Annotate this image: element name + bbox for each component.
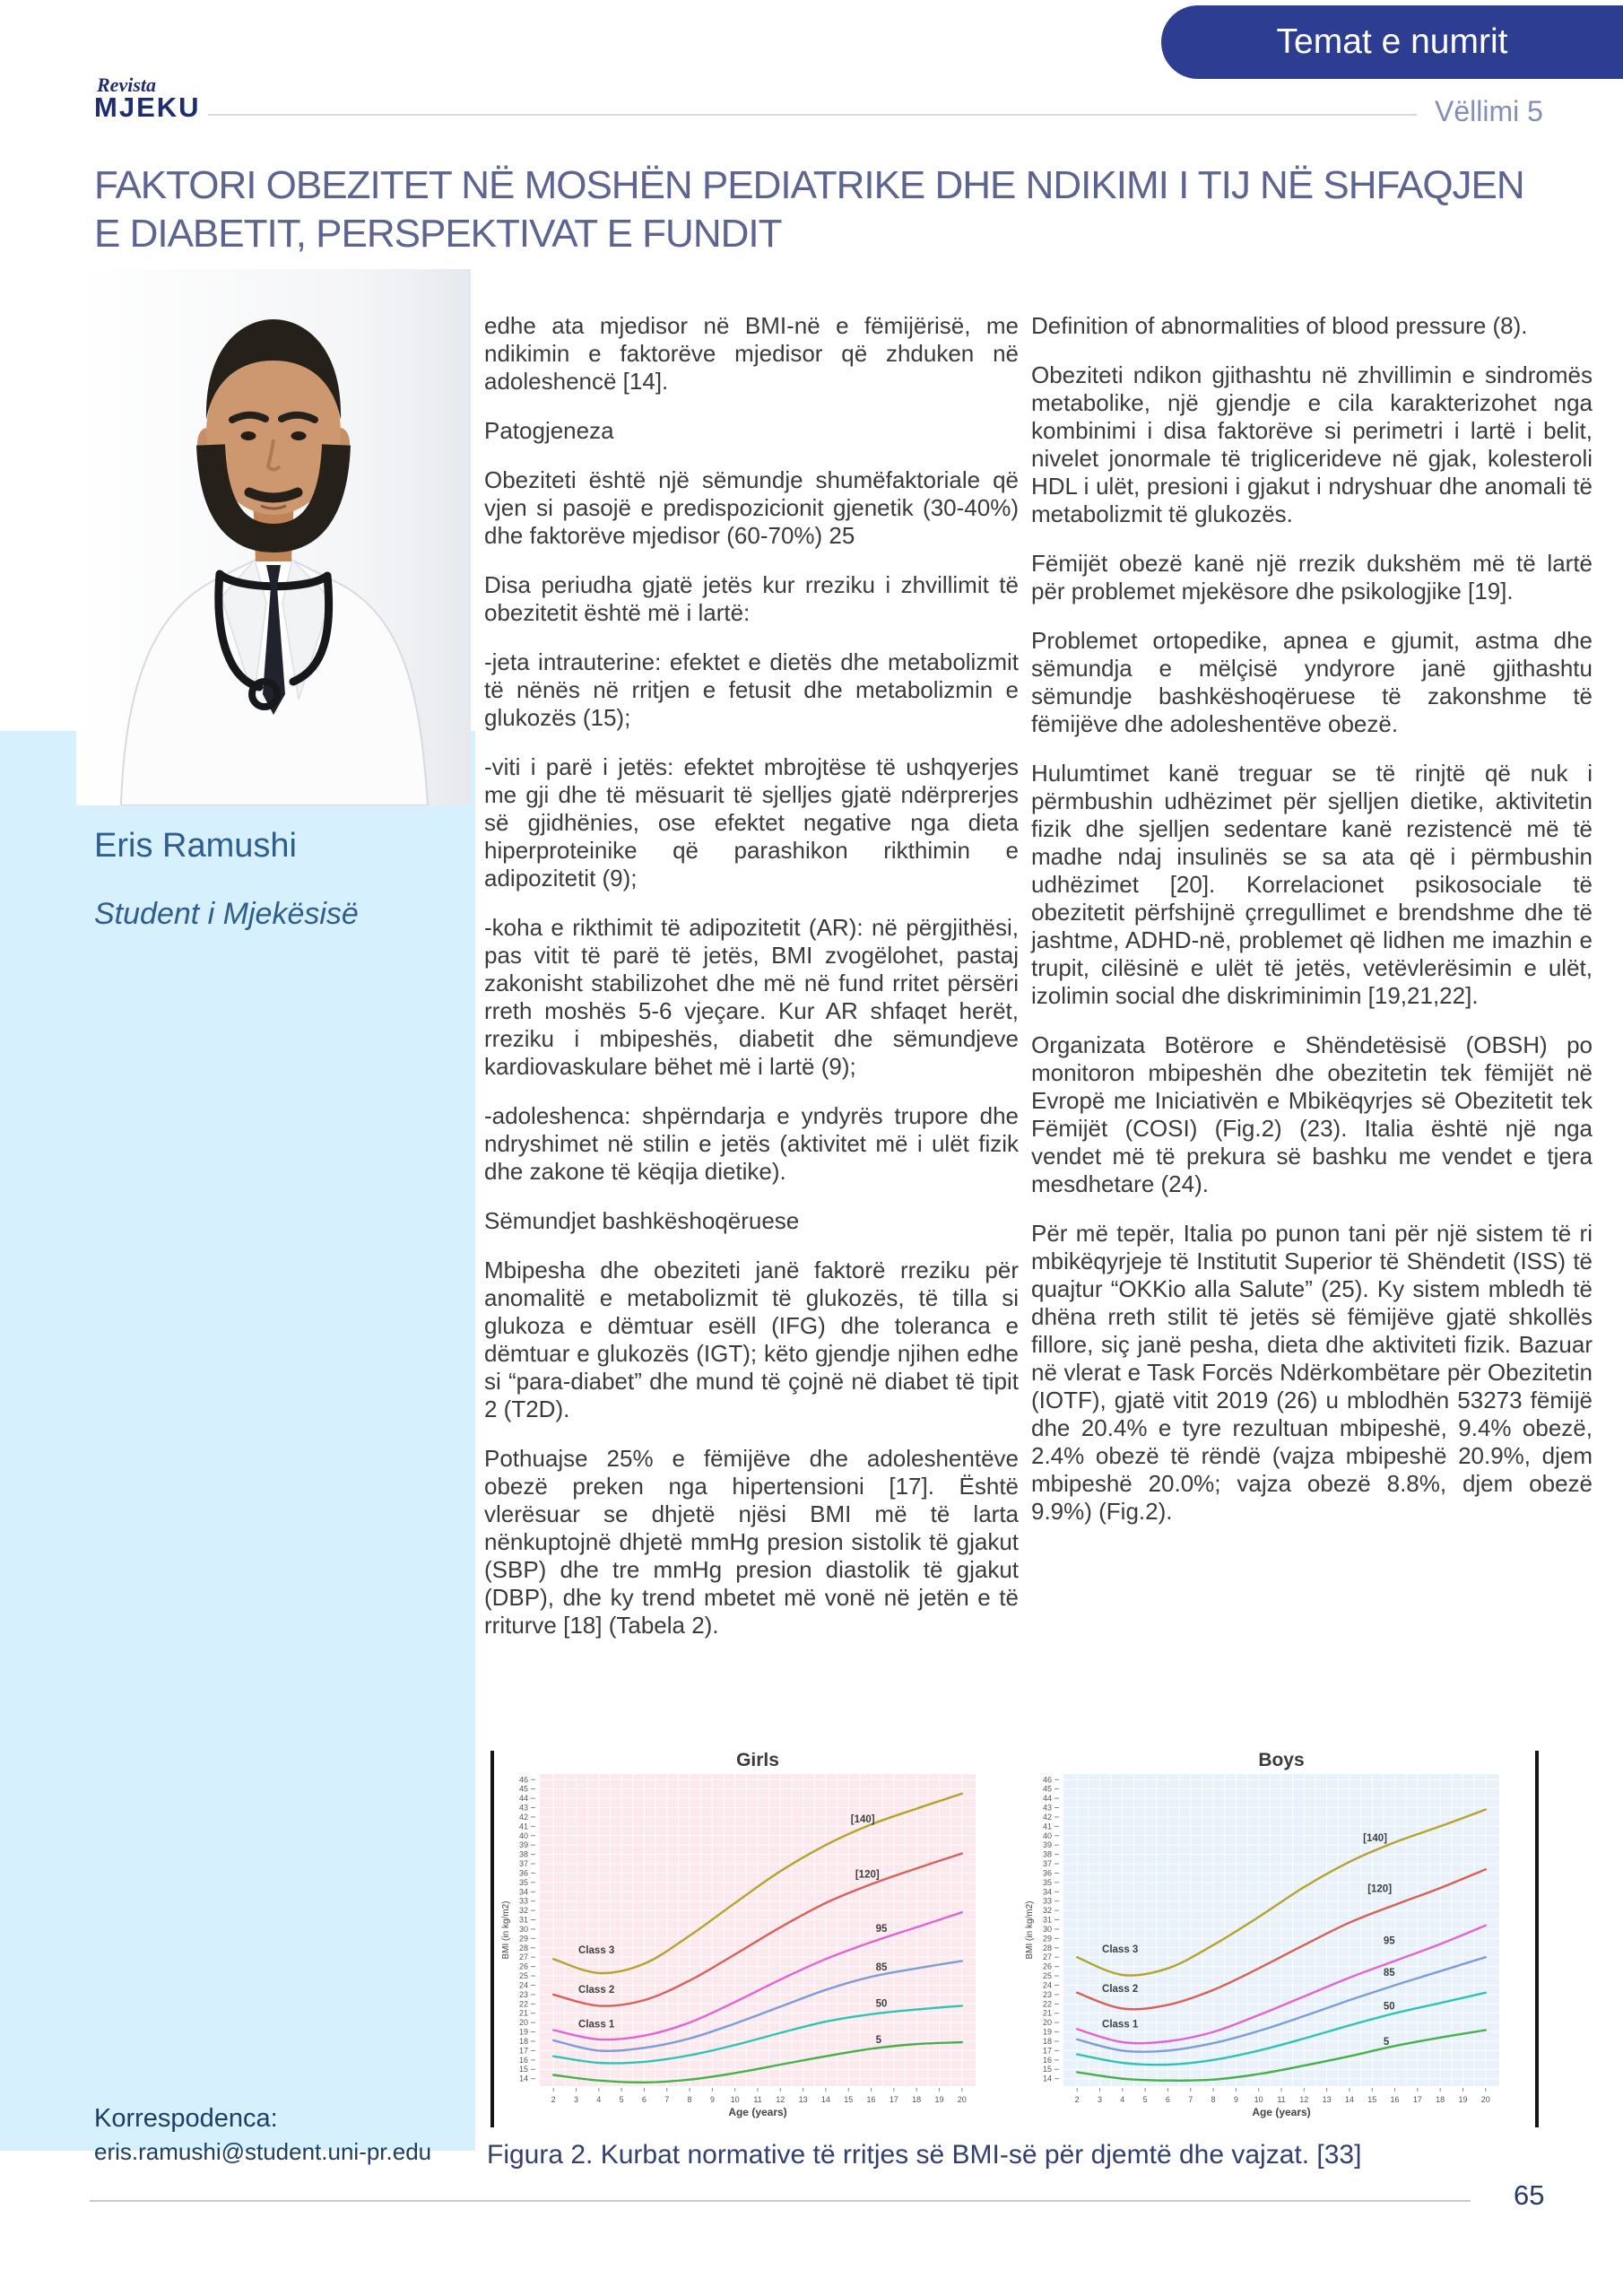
magazine-logo-mjeku: MJEKU <box>94 91 201 123</box>
svg-text:20: 20 <box>1042 2018 1052 2028</box>
svg-text:44: 44 <box>518 1794 528 1804</box>
svg-text:19: 19 <box>518 2027 528 2037</box>
svg-text:33: 33 <box>518 1896 528 1906</box>
svg-text:28: 28 <box>518 1943 528 1952</box>
svg-text:36: 36 <box>518 1868 528 1878</box>
svg-text:20: 20 <box>1480 2095 1490 2104</box>
svg-text:4: 4 <box>1120 2095 1125 2104</box>
svg-text:15: 15 <box>1367 2095 1377 2104</box>
svg-text:22: 22 <box>518 1999 528 2009</box>
svg-text:41: 41 <box>518 1822 528 1831</box>
svg-text:19: 19 <box>1042 2027 1052 2037</box>
paragraph: Mbipesha dhe obeziteti janë faktorë rreziku për anomalitë e metabolizmit të glukozës, të tilla si glukoza e dëmtuar esëll (IFG) dhe toleranca e dëmtuar e glukozës (IGT); këto gjendje njihen edhe si “para-diabet” dhe mund të çojnë në diabet të tipit 2 (T2D). <box>484 1257 1019 1422</box>
paragraph: Fëmijët obezë kanë një rrezik dukshëm më të lartë për problemet mjekësore dhe psikologjike [19]. <box>1031 550 1593 604</box>
girls-bmi-chart <box>499 1752 983 2122</box>
page-number: 65 <box>1514 2179 1545 2211</box>
svg-text:Age (years): Age (years) <box>1252 2106 1311 2118</box>
svg-text:17: 17 <box>889 2095 898 2104</box>
svg-text:32: 32 <box>518 1906 528 1916</box>
svg-text:18: 18 <box>1042 2036 1052 2046</box>
svg-text:Age (years): Age (years) <box>728 2106 787 2118</box>
article-column-left <box>484 312 1019 1661</box>
svg-text:11: 11 <box>1277 2095 1286 2104</box>
svg-text:10: 10 <box>730 2095 740 2104</box>
svg-text:23: 23 <box>518 1989 528 1999</box>
article-column-right <box>1031 312 1593 1547</box>
svg-text:9: 9 <box>1233 2095 1238 2104</box>
svg-text:BMI (in kg/m2): BMI (in kg/m2) <box>501 1900 511 1960</box>
svg-text:38: 38 <box>518 1849 528 1859</box>
paragraph: edhe ata mjedisor në BMI-në e fëmijërisë, me ndikimin e faktorëve mjedisor që zhduken në adoleshencë [14]. <box>484 312 1019 395</box>
svg-text:5: 5 <box>1142 2095 1148 2104</box>
svg-text:30: 30 <box>1042 1924 1052 1934</box>
svg-text:40: 40 <box>518 1831 528 1840</box>
svg-text:9: 9 <box>709 2095 715 2104</box>
svg-text:5: 5 <box>875 2035 882 2047</box>
issue-topics-label: Temat e numrit <box>1276 22 1508 61</box>
svg-text:[120]: [120] <box>1367 1883 1393 1895</box>
paragraph: Organizata Botërore e Shëndetësisë (OBSH) po monitoron mbipeshën dhe obezitetin tek fëmijët në Evropë me Iniciativën e Mbikëqyrjes së Obezitetit tek Fëmijët (COSI) (Fig.2) (23). Italia është një nga vendet më të prekura së bashku me vendet e tjera mesdhetare (24). <box>1031 1031 1593 1197</box>
svg-text:37: 37 <box>518 1859 528 1869</box>
svg-text:41: 41 <box>1042 1822 1052 1831</box>
header-rule <box>208 114 1417 116</box>
svg-text:26: 26 <box>518 1961 528 1971</box>
issue-topics-banner <box>1161 5 1623 79</box>
svg-text:Class 1: Class 1 <box>578 2019 615 2031</box>
svg-text:23: 23 <box>1042 1989 1052 1999</box>
svg-text:17: 17 <box>518 2046 528 2056</box>
svg-text:20: 20 <box>518 2018 528 2028</box>
author-name: Eris Ramushi <box>94 827 297 865</box>
svg-text:18: 18 <box>518 2036 528 2046</box>
svg-text:13: 13 <box>1322 2095 1332 2104</box>
svg-text:18: 18 <box>1436 2095 1445 2104</box>
svg-text:29: 29 <box>518 1934 528 1944</box>
svg-text:95: 95 <box>1383 1935 1395 1947</box>
svg-text:[140]: [140] <box>850 1814 875 1826</box>
svg-text:34: 34 <box>518 1887 528 1897</box>
svg-text:7: 7 <box>1188 2095 1193 2104</box>
paragraph: Hulumtimet kanë treguar se të rinjtë që nuk i përmbushin udhëzimet për sjelljen dietike, aktivitetin fizik dhe sjelljen sedentare kanë rezistencë më të madhe ndaj insulinës se sa ata që i përmbushin udhëzimet [20]. Korrelacionet psikosociale të obezitetit përfshijnë çrregullimet e brendshme dhe të jashtme, ADHD-në, problemet që lidhen me imazhin e trupit, cilësinë e ulët të jetës, vetëvlerësimin e ulët, izolimin social dhe diskriminimin [19,21,22]. <box>1031 760 1593 1009</box>
svg-text:Class 1: Class 1 <box>1102 2019 1139 2031</box>
author-role: Student i Mjekësisë <box>94 897 359 931</box>
paragraph: Patogjeneza <box>484 417 614 444</box>
paragraph: Sëmundjet bashkëshoqëruese <box>484 1207 800 1234</box>
svg-text:16: 16 <box>1042 2055 1052 2065</box>
svg-text:21: 21 <box>1042 2008 1052 2018</box>
svg-text:19: 19 <box>1458 2095 1468 2104</box>
svg-text:34: 34 <box>1042 1887 1052 1897</box>
svg-text:50: 50 <box>1383 2001 1395 2013</box>
svg-text:95: 95 <box>875 1924 888 1935</box>
svg-text:27: 27 <box>1042 1952 1052 1962</box>
svg-text:6: 6 <box>1165 2095 1170 2104</box>
svg-text:45: 45 <box>1042 1784 1052 1794</box>
svg-text:Class 3: Class 3 <box>1102 1944 1139 1956</box>
svg-text:25: 25 <box>1042 1971 1052 1981</box>
svg-text:16: 16 <box>518 2055 528 2065</box>
svg-text:Boys: Boys <box>1258 1752 1305 1770</box>
svg-text:Class 2: Class 2 <box>1102 1983 1139 1995</box>
svg-text:5: 5 <box>619 2095 624 2104</box>
paragraph: Për më tepër, Italia po punon tani për një sistem të ri mbikëqyrjeje të Institutit Superior të Shëndetit (ISS) të quajtur “OKKio alla Salute” (25). Ky sistem mbledh të dhëna rreth stilit të jetës së fëmijëve gjatë shkollës fillore, siç janë pesha, dieta dhe aktiviteti fizik. Bazuar në vlerat e Task Forcës Ndërkombëtare për Obezitetin (IOTF), gjatë vitit 2019 (26) u mblodhën 53273 fëmijë dhe 20.4% e tyre rezultuan mbipeshë, 9.4% obezë, 2.4% obezë të rëndë (vajza mbipeshë 20.9%, djem mbipeshë 20.0%; vajza obezë 8.8%, djem obezë 9.9%) (Fig.2). <box>1031 1220 1593 1525</box>
svg-text:14: 14 <box>1042 2074 1052 2083</box>
svg-text:35: 35 <box>518 1877 528 1887</box>
svg-text:15: 15 <box>844 2095 854 2104</box>
svg-text:46: 46 <box>1042 1775 1052 1785</box>
paragraph: Problemet ortopedike, apnea e gjumit, astma dhe sëmundja e mëlçisë yndyrore janë gjithashtu sëmundje bashkëshoqëruese të zakonshme të fëmijëve dhe adoleshentëve obezë. <box>1031 627 1593 737</box>
svg-text:14: 14 <box>1344 2095 1354 2104</box>
paragraph: Disa periudha gjatë jetës kur rreziku i zhvillimit të obezitetit është më i lartë: <box>484 571 1019 626</box>
paragraph: -jeta intrauterine: efektet e dietës dhe metabolizmit të nënës në rritjen e fetusit dhe metabolizmin e glukozës (15); <box>484 648 1019 731</box>
svg-text:7: 7 <box>664 2095 670 2104</box>
svg-text:37: 37 <box>1042 1859 1052 1869</box>
svg-text:24: 24 <box>1042 1980 1052 1990</box>
paragraph: Definition of abnormalities of blood pressure (8). <box>1031 312 1528 339</box>
svg-text:44: 44 <box>1042 1794 1052 1804</box>
svg-text:22: 22 <box>1042 1999 1052 2009</box>
svg-text:27: 27 <box>518 1952 528 1962</box>
svg-text:4: 4 <box>596 2095 602 2104</box>
svg-text:36: 36 <box>1042 1868 1052 1878</box>
svg-text:31: 31 <box>1042 1915 1052 1925</box>
svg-text:43: 43 <box>1042 1803 1052 1813</box>
svg-text:43: 43 <box>518 1803 528 1813</box>
paragraph: Obeziteti ndikon gjithashtu në zhvillimin e sindromës metabolike, një gjendje e cila karakterizohet nga kombinimi i disa faktorëve si perimetri i lartë i belit, nivelet jonormale të triglicerideve në gjak, kolesteroli HDL i ulët, presioni i gjakut i ndryshuar dhe anomali të metabolizmit të glukozës. <box>1031 361 1593 527</box>
svg-text:12: 12 <box>776 2095 785 2104</box>
svg-text:45: 45 <box>518 1784 528 1794</box>
svg-text:46: 46 <box>518 1775 528 1785</box>
svg-text:42: 42 <box>518 1812 528 1822</box>
figure-bar-right <box>1535 1751 1539 2127</box>
svg-text:2: 2 <box>1074 2095 1080 2104</box>
svg-text:12: 12 <box>1299 2095 1309 2104</box>
svg-text:33: 33 <box>1042 1896 1052 1906</box>
svg-text:6: 6 <box>641 2095 647 2104</box>
correspondence-email: eris.ramushi@student.uni-pr.edu <box>94 2138 432 2165</box>
svg-text:19: 19 <box>934 2095 944 2104</box>
svg-text:15: 15 <box>518 2065 528 2074</box>
svg-text:3: 3 <box>1097 2095 1103 2104</box>
paragraph: -viti i parë i jetës: efektet mbrojtëse të ushqyerjes me gji dhe të mësuarit të sjelljes gjatë ndërprerjes së gjidhënies, ose efektet negative nga dieta hiperproteinike që parashikon rikthimin e adipozitetit (9); <box>484 753 1019 891</box>
svg-text:BMI (in kg/m2): BMI (in kg/m2) <box>1025 1900 1035 1960</box>
svg-text:39: 39 <box>518 1840 528 1850</box>
svg-text:32: 32 <box>1042 1906 1052 1916</box>
svg-text:15: 15 <box>1042 2065 1052 2074</box>
svg-text:28: 28 <box>1042 1943 1052 1952</box>
svg-text:2: 2 <box>551 2095 556 2104</box>
paragraph: Pothuajse 25% e fëmijëve dhe adoleshentëve obezë preken nga hipertensioni [17]. Është vlerësuar se dhjetë njësi BMI më të larta nënkuptojnë dhjetë mmHg presion sistolik të gjakut (SBP) dhe tre mmHg presion diastolik të gjakut (DBP), dhe ky trend mbetet më vonë në jetën e të rriturve [18] (Tabela 2). <box>484 1445 1019 1639</box>
svg-text:18: 18 <box>912 2095 922 2104</box>
boys-bmi-chart <box>1022 1752 1506 2122</box>
svg-text:29: 29 <box>1042 1934 1052 1944</box>
volume-label: Vëllimi 5 <box>1435 95 1543 127</box>
svg-text:85: 85 <box>1383 1968 1395 1979</box>
svg-text:8: 8 <box>687 2095 692 2104</box>
svg-text:13: 13 <box>798 2095 808 2104</box>
figure-caption: Figura 2. Kurbat normative të rritjes së BMI-së për djemtë dhe vajzat. [33] <box>487 2140 1362 2170</box>
svg-text:8: 8 <box>1211 2095 1216 2104</box>
svg-text:10: 10 <box>1254 2095 1263 2104</box>
footer-rule <box>90 2200 1471 2202</box>
svg-text:5: 5 <box>1383 2037 1390 2048</box>
paragraph: Obeziteti është një sëmundje shumëfaktoriale që vjen si pasojë e predispozicionit gjenetik (30-40%) dhe faktorëve mjedisor (60-70%) 25 <box>484 466 1019 549</box>
svg-text:50: 50 <box>875 1998 888 2010</box>
author-panel <box>0 731 475 2151</box>
correspondence-label: Korrespodenca: <box>94 2104 278 2133</box>
svg-text:26: 26 <box>1042 1961 1052 1971</box>
svg-text:35: 35 <box>1042 1877 1052 1887</box>
paragraph: -koha e rikthimit të adipozitetit (AR): në përgjithësi, pas vitit të parë të jetës, BMI zvogëlohet, pastaj zakonisht stabilizohet dhe më në fund rritet përsëri rreth moshës 5-6 vjeçare. Kur AR shfaqet herët, rreziku i mbipeshës, diabetit dhe sëmundjeve kardiovaskulare bëhet më i lartë (9); <box>484 914 1019 1080</box>
svg-text:[140]: [140] <box>1363 1833 1387 1845</box>
svg-text:[120]: [120] <box>855 1869 880 1881</box>
svg-text:31: 31 <box>518 1915 528 1925</box>
svg-text:17: 17 <box>1412 2095 1422 2104</box>
svg-text:16: 16 <box>866 2095 876 2104</box>
author-photo <box>76 269 471 805</box>
svg-text:85: 85 <box>875 1961 888 1973</box>
svg-text:17: 17 <box>1042 2046 1052 2056</box>
svg-text:Class 3: Class 3 <box>578 1945 615 1957</box>
svg-text:25: 25 <box>518 1971 528 1981</box>
svg-text:42: 42 <box>1042 1812 1052 1822</box>
magazine-logo-revista: Revista <box>97 74 156 96</box>
svg-text:40: 40 <box>1042 1831 1052 1840</box>
svg-text:14: 14 <box>518 2074 528 2083</box>
svg-text:24: 24 <box>518 1980 528 1990</box>
paragraph: -adoleshenca: shpërndarja e yndyrës trupore dhe ndryshimet në stilin e jetës (aktivitet më i ulët fizik dhe zakone të këqija dietike). <box>484 1102 1019 1185</box>
svg-text:21: 21 <box>518 2008 528 2018</box>
figure-bar-left <box>490 1751 494 2127</box>
svg-text:38: 38 <box>1042 1849 1052 1859</box>
svg-text:30: 30 <box>518 1924 528 1934</box>
svg-text:14: 14 <box>820 2095 830 2104</box>
svg-text:39: 39 <box>1042 1840 1052 1850</box>
svg-text:Girls: Girls <box>736 1752 779 1770</box>
svg-text:11: 11 <box>753 2095 762 2104</box>
article-title: FAKTORI OBEZITET NË MOSHËN PEDIATRIKE DHE NDIKIMI I TIJ NË SHFAQJEN E DIABETIT, PERSPEKTIVAT E FUNDIT <box>94 163 1524 256</box>
svg-text:Class 2: Class 2 <box>578 1984 615 1996</box>
svg-text:16: 16 <box>1390 2095 1400 2104</box>
svg-text:20: 20 <box>957 2095 967 2104</box>
svg-text:3: 3 <box>573 2095 579 2104</box>
